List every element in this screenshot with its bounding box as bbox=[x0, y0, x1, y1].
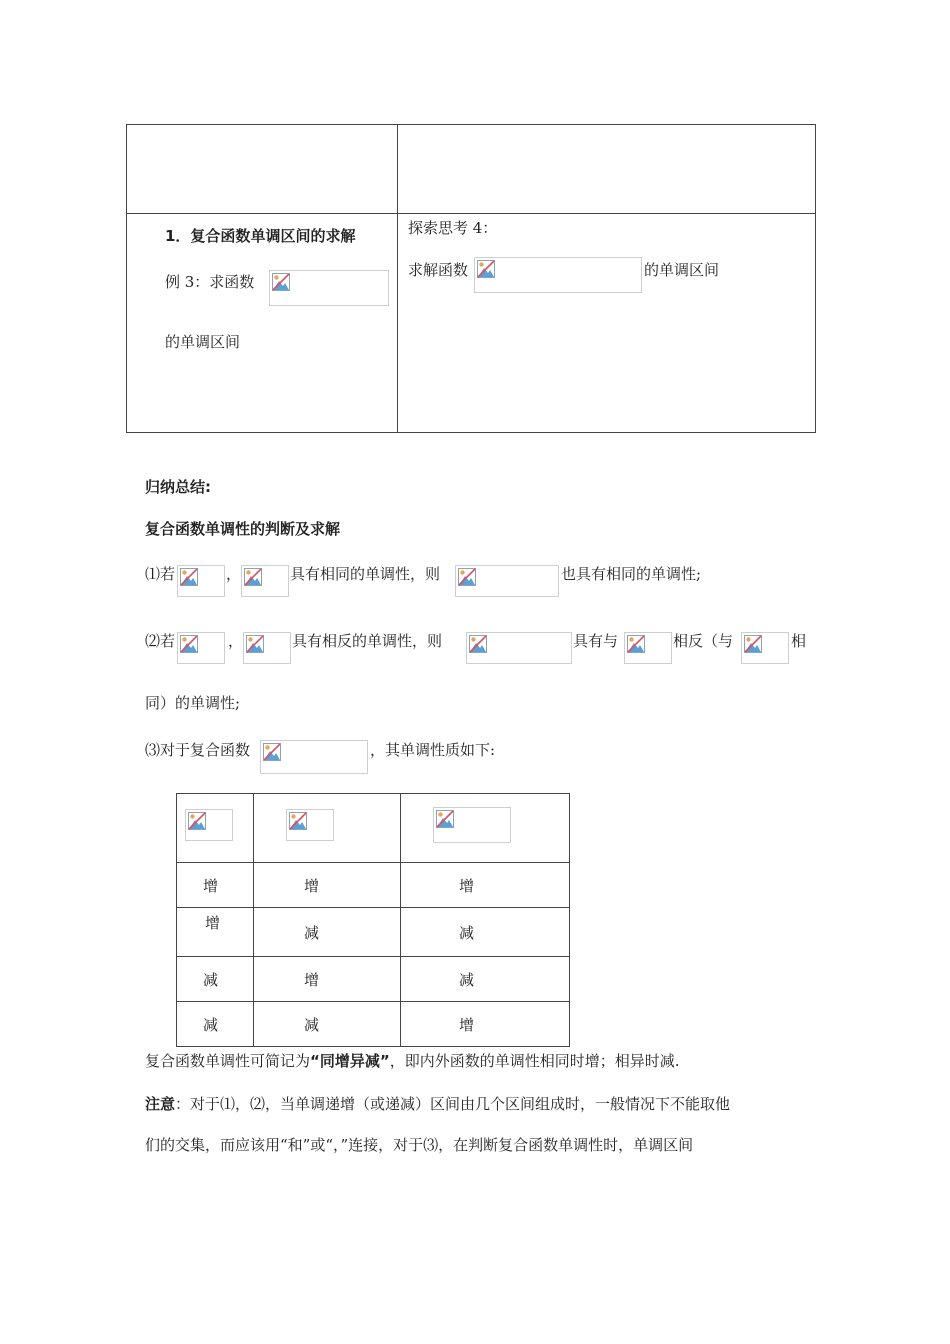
broken-image-icon bbox=[469, 635, 487, 653]
formula-image bbox=[286, 809, 334, 841]
example-suffix: 的单调区间 bbox=[165, 333, 241, 351]
item1-text-b: ， bbox=[226, 565, 242, 583]
explore-prefix: 求解函数 bbox=[408, 261, 469, 279]
item1-text-a: ⑴若 bbox=[145, 565, 176, 583]
table-cell: 减 bbox=[254, 908, 401, 957]
broken-image-icon bbox=[180, 568, 198, 586]
section-title: 1．复合函数单调区间的求解 bbox=[165, 227, 356, 245]
table-cell: 减 bbox=[401, 957, 570, 1002]
item2-text-a: ⑵若 bbox=[145, 632, 176, 650]
item2-text-c: 具有相反的单调性，则 bbox=[292, 632, 443, 650]
table-cell: 减 bbox=[254, 1002, 401, 1047]
formula-image bbox=[474, 257, 642, 293]
broken-image-icon bbox=[289, 812, 307, 830]
item3-text-a: ⑶对于复合函数 bbox=[145, 741, 251, 759]
outer-cell-empty-right bbox=[398, 125, 816, 214]
table-cell: 增 bbox=[401, 1002, 570, 1047]
note-text-1: ：对于⑴，⑵，当单调递增（或递减）区间由几个区间组成时，一般情况下不能取他 bbox=[175, 1095, 731, 1113]
formula-image bbox=[624, 632, 672, 664]
table-cell: 增 bbox=[177, 863, 254, 908]
item2-text-d: 具有与 bbox=[573, 632, 619, 650]
formula-image bbox=[433, 807, 511, 843]
formula-image bbox=[185, 809, 233, 841]
broken-image-icon bbox=[188, 812, 206, 830]
broken-image-icon bbox=[458, 568, 476, 586]
broken-image-icon bbox=[477, 260, 495, 278]
table-cell: 增 bbox=[254, 863, 401, 908]
item2-text-b: ， bbox=[228, 632, 244, 650]
note-line-1 bbox=[145, 1094, 730, 1114]
outer-table bbox=[126, 124, 816, 433]
table-row bbox=[177, 1002, 570, 1047]
table-cell: 减 bbox=[177, 957, 254, 1002]
outer-cell-empty-left bbox=[127, 125, 398, 214]
explore-title: 探索思考 4： bbox=[408, 219, 498, 237]
broken-image-icon bbox=[744, 635, 762, 653]
explore-suffix: 的单调区间 bbox=[644, 261, 720, 279]
formula-image bbox=[177, 632, 225, 664]
table-row bbox=[177, 863, 570, 908]
formula-image bbox=[466, 632, 572, 664]
item1-text-c: 具有相同的单调性，则 bbox=[290, 565, 441, 583]
broken-image-icon bbox=[244, 568, 262, 586]
example-prefix: 例 3：求函数 bbox=[165, 273, 255, 291]
header-cell bbox=[254, 794, 401, 863]
table-cell: 减 bbox=[401, 908, 570, 957]
item1-text-d: 也具有相同的单调性; bbox=[561, 565, 702, 583]
item3-text-b: ，其单调性质如下: bbox=[370, 741, 496, 759]
table-row bbox=[177, 908, 570, 957]
item2-text-e: 相反（与 bbox=[673, 632, 734, 650]
item2-text-f: 相 bbox=[791, 632, 807, 650]
rule-text-a: 复合函数单调性 bbox=[145, 1052, 251, 1070]
broken-image-icon bbox=[436, 810, 454, 828]
table-row bbox=[177, 957, 570, 1002]
rule-text-c: ，即内外函数的单调性相同时增；相异时减. bbox=[389, 1052, 680, 1070]
outer-cell-right bbox=[398, 214, 816, 433]
summary-subheading: 复合函数单调性的判断及求解 bbox=[145, 520, 341, 538]
formula-image bbox=[455, 565, 559, 597]
formula-image bbox=[260, 740, 368, 774]
formula-image bbox=[243, 632, 291, 664]
table-cell: 减 bbox=[177, 1002, 254, 1047]
summary-heading: 归纳总结: bbox=[145, 478, 211, 496]
broken-image-icon bbox=[272, 273, 290, 291]
rule-mnemonic: “同增异减” bbox=[310, 1052, 390, 1070]
rule-line bbox=[145, 1051, 680, 1071]
note-label: 注意 bbox=[145, 1095, 176, 1113]
table-cell: 增 bbox=[254, 957, 401, 1002]
formula-image bbox=[269, 270, 389, 306]
formula-image bbox=[241, 565, 289, 597]
table-cell: 增 bbox=[177, 908, 254, 957]
header-cell bbox=[401, 794, 570, 863]
broken-image-icon bbox=[246, 635, 264, 653]
formula-image bbox=[741, 632, 789, 664]
header-cell bbox=[177, 794, 254, 863]
outer-cell-left bbox=[127, 214, 398, 433]
monotonicity-table bbox=[176, 793, 570, 1047]
table-cell: 增 bbox=[401, 863, 570, 908]
rule-text-b: 可简记为 bbox=[250, 1052, 311, 1070]
item2-text-g: 同）的单调性; bbox=[145, 694, 241, 712]
broken-image-icon bbox=[263, 743, 281, 761]
formula-image bbox=[177, 565, 225, 597]
broken-image-icon bbox=[627, 635, 645, 653]
note-line-2: 们的交集，而应该用“和”或“，”连接，对于⑶，在判断复合函数单调性时，单调区间 bbox=[145, 1136, 694, 1154]
broken-image-icon bbox=[180, 635, 198, 653]
